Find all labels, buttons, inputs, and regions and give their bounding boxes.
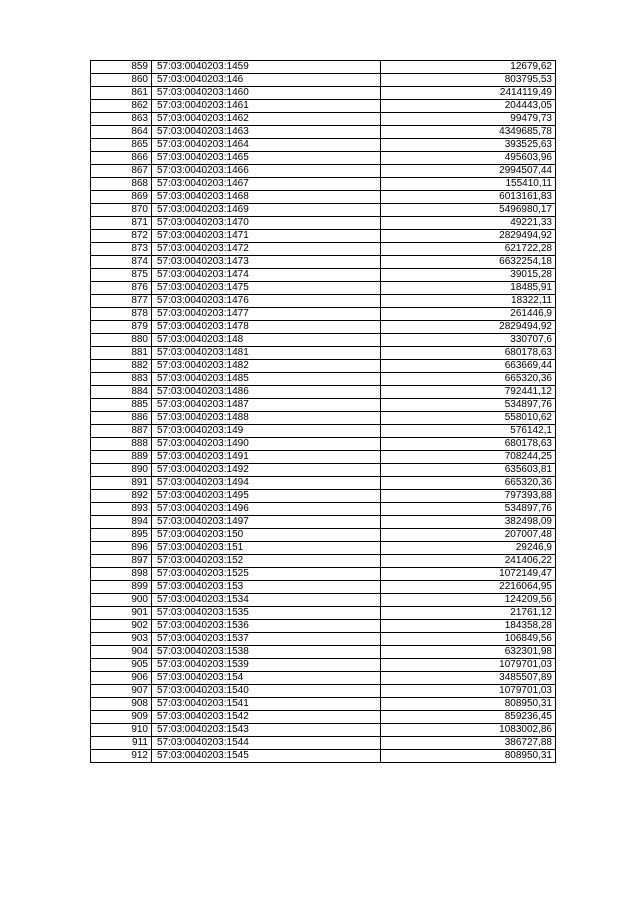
table-row — [91, 269, 556, 282]
cadastral-value: 6632254,18 — [381, 256, 556, 269]
row-number: 884 — [91, 386, 152, 399]
row-number: 904 — [91, 646, 152, 659]
row-number: 907 — [91, 685, 152, 698]
row-number: 862 — [91, 100, 152, 113]
cadastral-number: 57:03:0040203:152 — [152, 555, 381, 568]
row-number: 889 — [91, 451, 152, 464]
cadastral-value: 382498,09 — [381, 516, 556, 529]
cadastral-number: 57:03:0040203:1481 — [152, 347, 381, 360]
cadastral-value: 261446,9 — [381, 308, 556, 321]
table-row — [91, 711, 556, 724]
table-row — [91, 464, 556, 477]
cadastral-value: 49221,33 — [381, 217, 556, 230]
table-row — [91, 490, 556, 503]
cadastral-number: 57:03:0040203:1536 — [152, 620, 381, 633]
row-number: 906 — [91, 672, 152, 685]
table-row — [91, 529, 556, 542]
cadastral-value: 797393,88 — [381, 490, 556, 503]
row-number: 909 — [91, 711, 152, 724]
table-row — [91, 139, 556, 152]
row-number: 901 — [91, 607, 152, 620]
cadastral-number: 57:03:0040203:149 — [152, 425, 381, 438]
cadastral-value: 534897,76 — [381, 503, 556, 516]
cadastral-value: 632301,98 — [381, 646, 556, 659]
table-row — [91, 282, 556, 295]
cadastral-number: 57:03:0040203:1474 — [152, 269, 381, 282]
table-row — [91, 451, 556, 464]
cadastral-number: 57:03:0040203:1468 — [152, 191, 381, 204]
table-row — [91, 191, 556, 204]
row-number: 903 — [91, 633, 152, 646]
table-row — [91, 503, 556, 516]
cadastral-number: 57:03:0040203:146 — [152, 74, 381, 87]
table-row — [91, 646, 556, 659]
cadastral-number: 57:03:0040203:1541 — [152, 698, 381, 711]
cadastral-value: 1079701,03 — [381, 659, 556, 672]
cadastral-number: 57:03:0040203:1465 — [152, 152, 381, 165]
table-row — [91, 113, 556, 126]
cadastral-value: 2829494,92 — [381, 321, 556, 334]
table-row — [91, 61, 556, 74]
cadastral-number: 57:03:0040203:1466 — [152, 165, 381, 178]
cadastral-number: 57:03:0040203:154 — [152, 672, 381, 685]
table-row — [91, 698, 556, 711]
cadastral-number: 57:03:0040203:1488 — [152, 412, 381, 425]
table-row — [91, 347, 556, 360]
cadastral-number: 57:03:0040203:1495 — [152, 490, 381, 503]
row-number: 886 — [91, 412, 152, 425]
table-row — [91, 542, 556, 555]
table-row — [91, 568, 556, 581]
cadastral-number: 57:03:0040203:1537 — [152, 633, 381, 646]
table-row — [91, 438, 556, 451]
table-row — [91, 659, 556, 672]
table-row — [91, 477, 556, 490]
cadastral-value: 4349685,78 — [381, 126, 556, 139]
table-row — [91, 243, 556, 256]
cadastral-number: 57:03:0040203:1478 — [152, 321, 381, 334]
cadastral-value: 2216064,95 — [381, 581, 556, 594]
row-number: 878 — [91, 308, 152, 321]
cadastral-value: 204443,05 — [381, 100, 556, 113]
cadastral-value: 680178,63 — [381, 347, 556, 360]
cadastral-number: 57:03:0040203:1542 — [152, 711, 381, 724]
cadastral-number: 57:03:0040203:1471 — [152, 230, 381, 243]
row-number: 866 — [91, 152, 152, 165]
row-number: 860 — [91, 74, 152, 87]
row-number: 898 — [91, 568, 152, 581]
row-number: 861 — [91, 87, 152, 100]
cadastral-value: 18485,91 — [381, 282, 556, 295]
table-row — [91, 750, 556, 763]
row-number: 895 — [91, 529, 152, 542]
table-row — [91, 412, 556, 425]
cadastral-value: 534897,76 — [381, 399, 556, 412]
table-row — [91, 334, 556, 347]
row-number: 863 — [91, 113, 152, 126]
cadastral-number: 57:03:0040203:1461 — [152, 100, 381, 113]
cadastral-number: 57:03:0040203:1496 — [152, 503, 381, 516]
cadastral-number: 57:03:0040203:1464 — [152, 139, 381, 152]
table-row — [91, 724, 556, 737]
cadastral-number: 57:03:0040203:1544 — [152, 737, 381, 750]
cadastral-number: 57:03:0040203:1485 — [152, 373, 381, 386]
cadastral-value: 621722,28 — [381, 243, 556, 256]
cadastral-number: 57:03:0040203:1535 — [152, 607, 381, 620]
cadastral-number: 57:03:0040203:1469 — [152, 204, 381, 217]
cadastral-number: 57:03:0040203:1487 — [152, 399, 381, 412]
cadastral-number: 57:03:0040203:1491 — [152, 451, 381, 464]
cadastral-number: 57:03:0040203:1525 — [152, 568, 381, 581]
row-number: 865 — [91, 139, 152, 152]
cadastral-value: 155410,11 — [381, 178, 556, 191]
table-row — [91, 308, 556, 321]
cadastral-value: 386727,88 — [381, 737, 556, 750]
row-number: 891 — [91, 477, 152, 490]
cadastral-value: 2829494,92 — [381, 230, 556, 243]
cadastral-value: 124209,56 — [381, 594, 556, 607]
table-row — [91, 594, 556, 607]
table-row — [91, 373, 556, 386]
cadastral-value: 663669,44 — [381, 360, 556, 373]
row-number: 910 — [91, 724, 152, 737]
table-row — [91, 516, 556, 529]
row-number: 888 — [91, 438, 152, 451]
cadastral-value: 330707,6 — [381, 334, 556, 347]
table-row — [91, 100, 556, 113]
row-number: 874 — [91, 256, 152, 269]
row-number: 911 — [91, 737, 152, 750]
table-row — [91, 399, 556, 412]
cadastral-number: 57:03:0040203:1467 — [152, 178, 381, 191]
cadastral-number: 57:03:0040203:1470 — [152, 217, 381, 230]
row-number: 879 — [91, 321, 152, 334]
cadastral-number: 57:03:0040203:1486 — [152, 386, 381, 399]
cadastral-value: 558010,62 — [381, 412, 556, 425]
cadastral-number: 57:03:0040203:1476 — [152, 295, 381, 308]
table-row — [91, 178, 556, 191]
table-row — [91, 555, 556, 568]
cadastral-value: 106849,56 — [381, 633, 556, 646]
cadastral-value: 6013161,83 — [381, 191, 556, 204]
cadastral-number: 57:03:0040203:1490 — [152, 438, 381, 451]
row-number: 890 — [91, 464, 152, 477]
row-number: 872 — [91, 230, 152, 243]
table-row — [91, 425, 556, 438]
cadastral-number: 57:03:0040203:148 — [152, 334, 381, 347]
table-row — [91, 74, 556, 87]
cadastral-value: 792441,12 — [381, 386, 556, 399]
row-number: 885 — [91, 399, 152, 412]
cadastral-number: 57:03:0040203:151 — [152, 542, 381, 555]
row-number: 870 — [91, 204, 152, 217]
row-number: 902 — [91, 620, 152, 633]
cadastral-number: 57:03:0040203:1482 — [152, 360, 381, 373]
row-number: 867 — [91, 165, 152, 178]
cadastral-number: 57:03:0040203:1492 — [152, 464, 381, 477]
cadastral-value: 207007,48 — [381, 529, 556, 542]
row-number: 908 — [91, 698, 152, 711]
table-row — [91, 672, 556, 685]
cadastral-value-table — [90, 60, 556, 763]
cadastral-value: 39015,28 — [381, 269, 556, 282]
cadastral-value: 393525,63 — [381, 139, 556, 152]
cadastral-number: 57:03:0040203:153 — [152, 581, 381, 594]
cadastral-value: 665320,36 — [381, 477, 556, 490]
table-row — [91, 230, 556, 243]
table-row — [91, 737, 556, 750]
table-row — [91, 386, 556, 399]
row-number: 894 — [91, 516, 152, 529]
cadastral-value: 859236,45 — [381, 711, 556, 724]
cadastral-value: 241406,22 — [381, 555, 556, 568]
table-row — [91, 620, 556, 633]
row-number: 871 — [91, 217, 152, 230]
cadastral-value: 3485507,89 — [381, 672, 556, 685]
row-number: 880 — [91, 334, 152, 347]
table-row — [91, 152, 556, 165]
row-number: 912 — [91, 750, 152, 763]
table-row — [91, 360, 556, 373]
cadastral-value: 2994507,44 — [381, 165, 556, 178]
cadastral-number: 57:03:0040203:1463 — [152, 126, 381, 139]
cadastral-value: 680178,63 — [381, 438, 556, 451]
cadastral-number: 57:03:0040203:1534 — [152, 594, 381, 607]
cadastral-number: 57:03:0040203:1545 — [152, 750, 381, 763]
table-row — [91, 581, 556, 594]
table-row — [91, 126, 556, 139]
cadastral-value: 576142,1 — [381, 425, 556, 438]
cadastral-value: 12679,62 — [381, 61, 556, 74]
cadastral-value: 808950,31 — [381, 750, 556, 763]
cadastral-value: 495603,96 — [381, 152, 556, 165]
row-number: 877 — [91, 295, 152, 308]
cadastral-number: 57:03:0040203:150 — [152, 529, 381, 542]
cadastral-value: 21761,12 — [381, 607, 556, 620]
row-number: 859 — [91, 61, 152, 74]
cadastral-number: 57:03:0040203:1539 — [152, 659, 381, 672]
row-number: 905 — [91, 659, 152, 672]
row-number: 869 — [91, 191, 152, 204]
cadastral-value: 1072149,47 — [381, 568, 556, 581]
table-row — [91, 685, 556, 698]
cadastral-value: 803795,53 — [381, 74, 556, 87]
row-number: 892 — [91, 490, 152, 503]
cadastral-number: 57:03:0040203:1540 — [152, 685, 381, 698]
cadastral-value: 665320,36 — [381, 373, 556, 386]
cadastral-number: 57:03:0040203:1477 — [152, 308, 381, 321]
row-number: 883 — [91, 373, 152, 386]
row-number: 899 — [91, 581, 152, 594]
cadastral-number: 57:03:0040203:1494 — [152, 477, 381, 490]
row-number: 897 — [91, 555, 152, 568]
cadastral-value: 29246,9 — [381, 542, 556, 555]
table-row — [91, 607, 556, 620]
cadastral-number: 57:03:0040203:1462 — [152, 113, 381, 126]
row-number: 900 — [91, 594, 152, 607]
row-number: 896 — [91, 542, 152, 555]
cadastral-number: 57:03:0040203:1459 — [152, 61, 381, 74]
row-number: 873 — [91, 243, 152, 256]
cadastral-value: 184358,28 — [381, 620, 556, 633]
row-number: 876 — [91, 282, 152, 295]
cadastral-value: 5496980,17 — [381, 204, 556, 217]
cadastral-number: 57:03:0040203:1473 — [152, 256, 381, 269]
table-row — [91, 295, 556, 308]
cadastral-value: 1083002,86 — [381, 724, 556, 737]
cadastral-number: 57:03:0040203:1472 — [152, 243, 381, 256]
table-row — [91, 256, 556, 269]
cadastral-value: 18322,11 — [381, 295, 556, 308]
cadastral-value: 99479,73 — [381, 113, 556, 126]
cadastral-value: 708244,25 — [381, 451, 556, 464]
table-row — [91, 321, 556, 334]
cadastral-number: 57:03:0040203:1460 — [152, 87, 381, 100]
row-number: 868 — [91, 178, 152, 191]
table-body — [91, 61, 556, 763]
row-number: 864 — [91, 126, 152, 139]
row-number: 881 — [91, 347, 152, 360]
row-number: 875 — [91, 269, 152, 282]
cadastral-value: 808950,31 — [381, 698, 556, 711]
row-number: 893 — [91, 503, 152, 516]
cadastral-value: 1079701,03 — [381, 685, 556, 698]
table-row — [91, 87, 556, 100]
table-row — [91, 204, 556, 217]
row-number: 887 — [91, 425, 152, 438]
table-row — [91, 165, 556, 178]
cadastral-number: 57:03:0040203:1497 — [152, 516, 381, 529]
cadastral-value: 635603,81 — [381, 464, 556, 477]
cadastral-number: 57:03:0040203:1538 — [152, 646, 381, 659]
cadastral-number: 57:03:0040203:1475 — [152, 282, 381, 295]
table-row — [91, 217, 556, 230]
table-row — [91, 633, 556, 646]
cadastral-number: 57:03:0040203:1543 — [152, 724, 381, 737]
cadastral-value: 2414119,49 — [381, 87, 556, 100]
row-number: 882 — [91, 360, 152, 373]
